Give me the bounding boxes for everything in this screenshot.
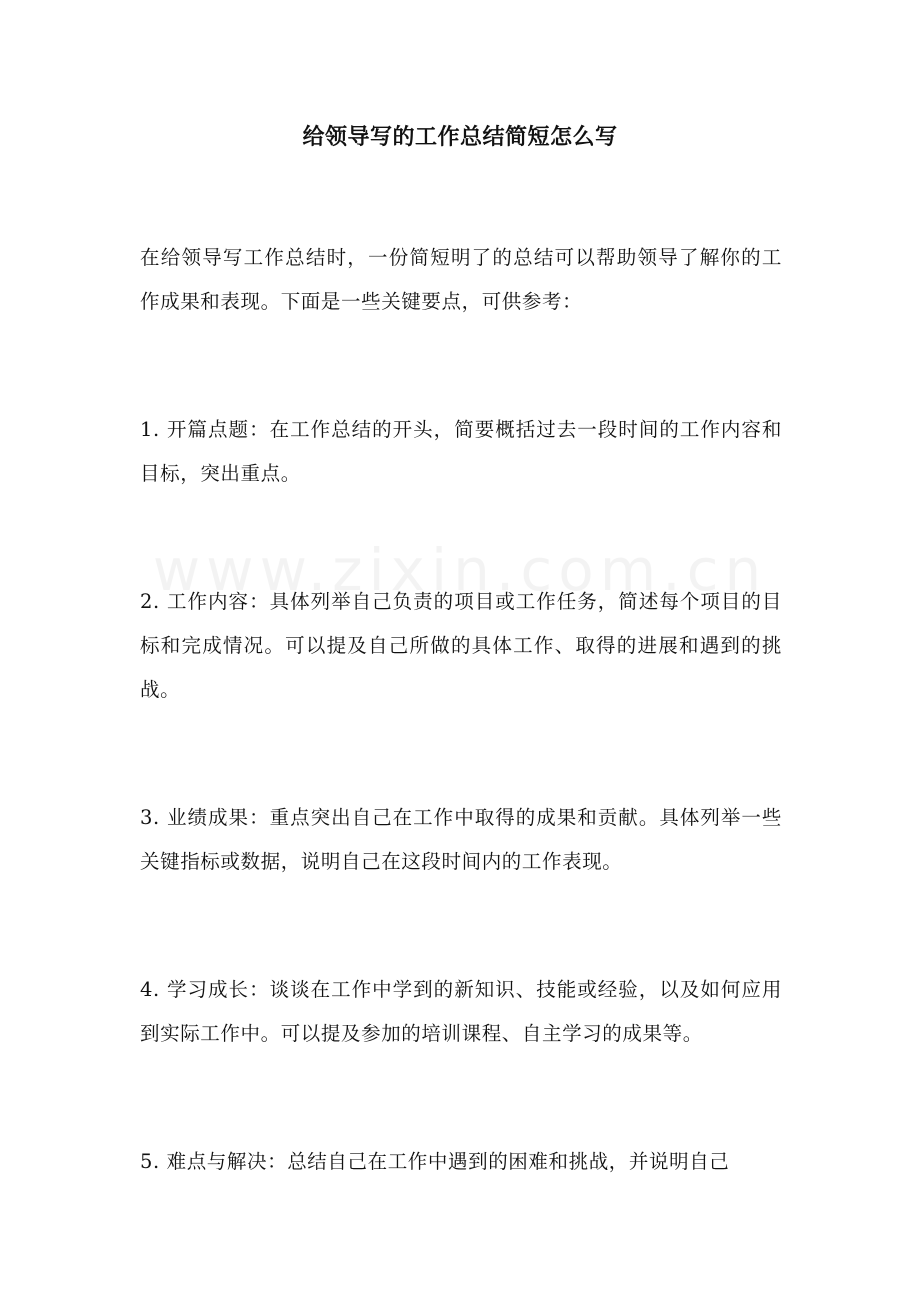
- list-item-learning-growth: 4. 学习成长：谈谈在工作中学到的新知识、技能或经验，以及如何应用到实际工作中。可以提及参加的培训课程、自主学习的成果等。: [140, 978, 782, 1045]
- intro-paragraph: 在给领导写工作总结时，一份简短明了的总结可以帮助领导了解你的工作成果和表现。下面是一些关键要点，可供参考：: [140, 246, 782, 313]
- list-item-achievements: 3. 业绩成果：重点突出自己在工作中取得的成果和贡献。具体列举一些关键指标或数据，说明自己在这段时间内的工作表现。: [140, 806, 782, 873]
- document-title: 给领导写的工作总结简短怎么写: [302, 124, 618, 150]
- list-item-difficulties: 5. 难点与解决：总结自己在工作中遇到的困难和挑战，并说明自己: [140, 1150, 730, 1173]
- list-item-work-content: 2. 工作内容：具体列举自己负责的项目或工作任务，简述每个项目的目标和完成情况。可以提及自己所做的具体工作、取得的进展和遇到的挑战。: [140, 590, 782, 701]
- list-item-opening: 1. 开篇点题：在工作总结的开头，简要概括过去一段时间的工作内容和目标，突出重点。: [140, 418, 782, 485]
